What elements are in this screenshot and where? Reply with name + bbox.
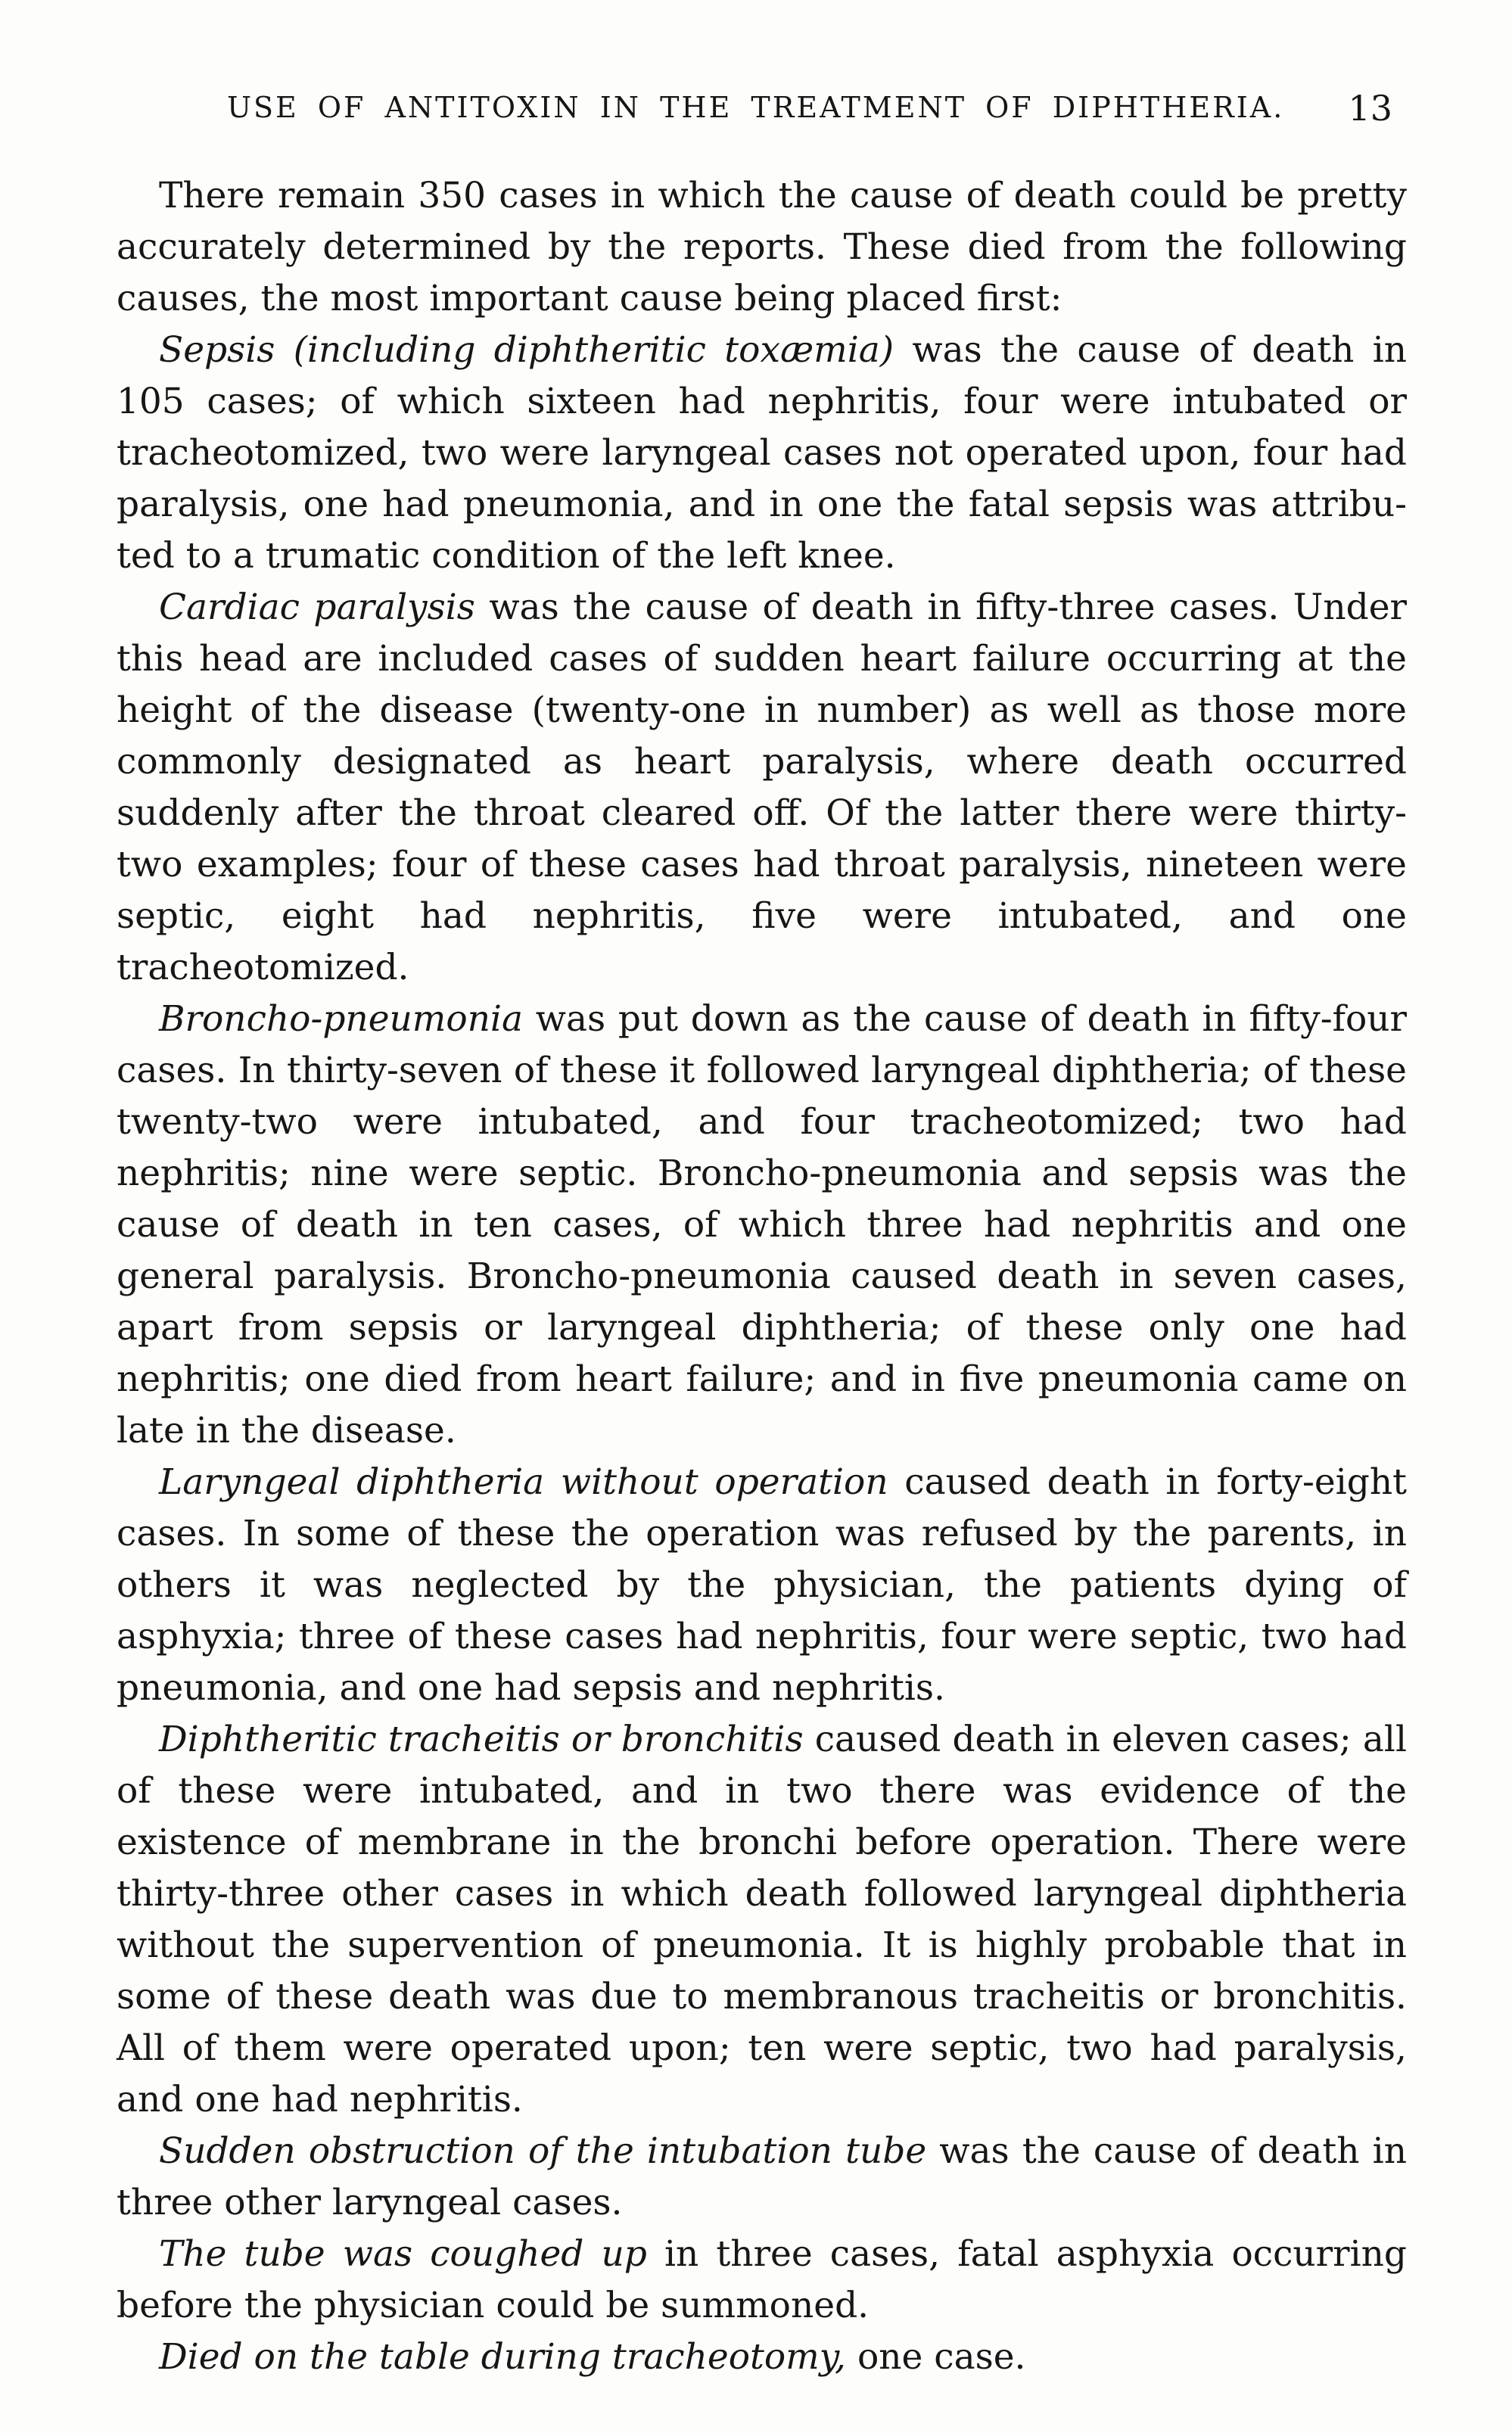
paragraph-lead: Sepsis (including diphtheritic toxæmia): [159, 329, 894, 371]
paragraph-lead: The tube was coughed up: [159, 2233, 647, 2275]
paragraph-died-on-table: [117, 2332, 1407, 2383]
paragraph-text: in three cases, fatal asphyxia occurring before the physician could be summoned.: [117, 2233, 1407, 2326]
paragraph-lead: Died on the table during tracheotomy,: [159, 2336, 846, 2378]
paragraph-broncho-pneumonia: [117, 994, 1407, 1457]
body-text: [117, 170, 1407, 2383]
paragraph-lead: Cardiac paralysis: [159, 586, 475, 628]
paragraph-text: was the cause of death in 105 cases; of which sixteen had nephritis, four were intubated or tracheotomized, two were laryngeal cases not operated upon, four had paralysis, one had pneumonia, and in one the fatal sepsis was attributed to a trumatic condition of the left knee.: [117, 329, 1407, 577]
page-header: [227, 88, 1392, 144]
paragraph-sepsis: [117, 325, 1407, 582]
paragraph-tube-coughed-up: [117, 2229, 1407, 2332]
paragraph-cardiac-paralysis: [117, 582, 1407, 994]
paragraph-lead: Sudden obstruction of the intubation tube: [159, 2130, 927, 2172]
paragraph-lead: Laryngeal diphtheria without operation: [159, 1461, 888, 1503]
paragraph-tube-obstruction: [117, 2126, 1407, 2229]
paragraph-lead: Diphtheritic tracheitis or bronchitis: [159, 1719, 804, 1760]
paragraph-intro: [117, 170, 1407, 325]
paragraph-text: There remain 350 cases in which the cause of death could be pretty accurately determined by the reports. These died from the following causes, the most important cause being placed first:: [117, 175, 1407, 319]
paragraph-text: was the cause of death in three other laryngeal cases.: [117, 2130, 1407, 2223]
running-head: USE OF ANTITOXIN IN THE TREATMENT OF DIPHTHERIA.: [227, 91, 1285, 124]
paragraph-text: caused death in eleven cases; all of these were intubated, and in two there was evidence of the existence of membrane in the bronchi before operation. There were thirty-three other cases in which death followed laryngeal diphtheria without the supervention of pneumonia. It is highly probable that in some of these death was due to membranous tracheitis or bronchitis. All of them were operated upon; ten were septic, two had paralysis, and one had nephritis.: [117, 1719, 1407, 2120]
page-number: 13: [1348, 88, 1392, 129]
paragraph-text: caused death in forty-eight cases. In some of these the operation was refused by the parents, in others it was neglected by the physician, the patients dying of asphyxia; three of these cases had nephritis, four were septic, two had pneumonia, and one had sepsis and nephritis.: [117, 1461, 1407, 1709]
paragraph-text: was put down as the cause of death in fifty-four cases. In thirty-seven of these it followed laryngeal diphtheria; of these twenty-two were intubated, and four tracheotomized; two had nephritis; nine were septic. Broncho-pneumonia and sepsis was the cause of death in ten cases, of which three had nephritis and one general paralysis. Broncho-pneumonia caused death in seven cases, apart from sepsis or laryngeal diphtheria; of these only one had nephritis; one died from heart failure; and in five pneumonia came on late in the disease.: [117, 998, 1407, 1451]
paragraph-text: was the cause of death in fifty-three cases. Under this head are included cases of sudden heart failure occurring at the height of the disease (twenty-one in number) as well as those more commonly designated as heart paralysis, where death occurred suddenly after the throat cleared off. Of the latter there were thirty-two examples; four of these cases had throat paralysis, nineteen were septic, eight had nephritis, five were intubated, and one tracheotomized.: [117, 586, 1407, 988]
paragraph-laryngeal-diphtheria: [117, 1457, 1407, 1714]
paragraph-text: one case.: [846, 2336, 1026, 2378]
paragraph-tracheitis-bronchitis: [117, 1714, 1407, 2126]
paragraph-lead: Broncho-pneumonia: [159, 998, 523, 1040]
